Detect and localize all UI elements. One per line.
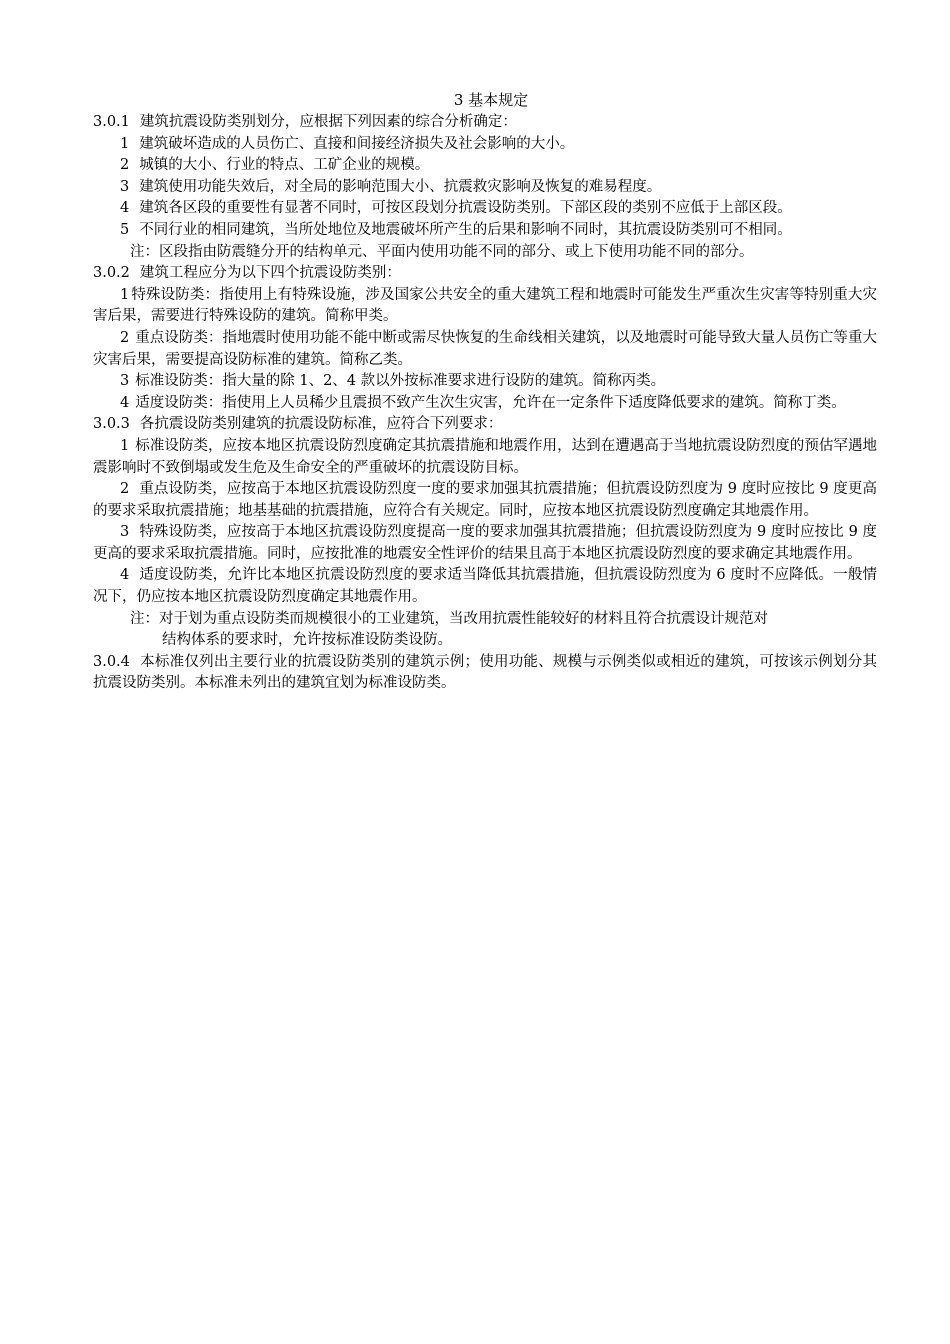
item-text: 适度设防类：指使用上人员稀少且震损不致产生次生灾害，允许在一定条件下适度降低要求的建筑。简称丁类。	[135, 394, 846, 411]
list-item	[93, 371, 877, 393]
list-item	[93, 220, 877, 242]
list-item	[93, 155, 877, 177]
item-number: 5	[120, 221, 130, 238]
clause-3-0-1	[93, 112, 877, 134]
item-number: 4	[120, 200, 130, 217]
item-text: 建筑各区段的重要性有显著不同时，可按区段划分抗震设防类别。下部区段的类别不应低于上部区段。	[139, 200, 792, 217]
item-text: 建筑使用功能失效后，对全局的影响范围大小、抗震救灾影响及恢复的难易程度。	[139, 178, 662, 195]
item-text: 标准设防类：指大量的除 1、2、4 款以外按标准要求进行设防的建筑。简称丙类。	[135, 373, 666, 390]
section-title: 3 基本规定	[453, 91, 529, 109]
item-text: 重点设防类，应按高于本地区抗震设防烈度一度的要求加强其抗震措施；但抗震设防烈度为 9 度时应按比 9 度更高的要求采取抗震措施；地基基础的抗震措施，应符合有关规定。同时，应按本地区抗震设防烈度确定其地震作用。	[93, 481, 877, 519]
item-number: 3	[120, 524, 130, 541]
list-item	[93, 328, 877, 371]
list-item	[93, 479, 877, 522]
item-number: 1	[120, 286, 130, 303]
item-text: 特殊设防类：指使用上有特殊设施，涉及国家公共安全的重大建筑工程和地震时可能发生严重次生灾害等特别重大灾害后果，需要进行特殊设防的建筑。简称甲类。	[93, 286, 877, 325]
list-item	[93, 565, 877, 608]
item-number: 2	[120, 329, 130, 346]
item-text: 建筑破坏造成的人员伤亡、直接和间接经济损失及社会影响的大小。	[139, 135, 575, 152]
clause-number: 3.0.2	[93, 265, 130, 282]
clause-number: 3.0.3	[93, 416, 130, 433]
clause-text: 建筑工程应分为以下四个抗震设防类别：	[139, 265, 401, 282]
document-page	[93, 88, 877, 695]
item-number: 4	[120, 567, 130, 584]
item-text: 标准设防类，应按本地区抗震设防烈度确定其抗震措施和地震作用，达到在遭遇高于当地抗震设防烈度的预估罕遇地震影响时不致倒塌或发生危及生命安全的严重破坏的抗震设防目标。	[93, 437, 877, 476]
clause-number: 3.0.4	[93, 653, 130, 670]
list-item	[93, 177, 877, 199]
clause-text: 各抗震设防类别建筑的抗震设防标准，应符合下列要求：	[139, 416, 503, 433]
item-text: 城镇的大小、行业的特点、工矿企业的规模。	[139, 157, 430, 174]
list-item	[93, 436, 877, 479]
list-item	[93, 285, 877, 328]
item-number: 1	[120, 135, 130, 152]
item-text: 特殊设防类，应按高于本地区抗震设防烈度提高一度的要求加强其抗震措施；但抗震设防烈度为 9 度时应按比 9 度更高的要求采取抗震措施。同时，应按批准的地震安全性评价的结果且高于本地区抗震设防烈度的要求确定其地震作用。	[93, 524, 877, 562]
item-number: 2	[120, 157, 130, 174]
list-item	[93, 393, 877, 415]
list-item	[93, 134, 877, 156]
clause-note: 注：区段指由防震缝分开的结构单元、平面内使用功能不同的部分、或上下使用功能不同的部分。	[130, 243, 754, 260]
clause-3-0-4	[93, 652, 877, 695]
item-text: 重点设防类：指地震时使用功能不能中断或需尽快恢复的生命线相关建筑，以及地震时可能导致大量人员伤亡等重大灾害后果，需要提高设防标准的建筑。简称乙类。	[93, 329, 877, 368]
list-item	[93, 522, 877, 565]
clause-text: 本标准仅列出主要行业的抗震设防类别的建筑示例；使用功能、规模与示例类似或相近的建筑，可按该示例划分其抗震设防类别。本标准未列出的建筑宜划为标准设防类。	[93, 653, 877, 692]
item-text: 适度设防类，允许比本地区抗震设防烈度的要求适当降低其抗震措施，但抗震设防烈度为 6 度时不应降低。一般情况下，仍应按本地区抗震设防烈度确定其地震作用。	[93, 567, 877, 606]
item-number: 3	[120, 373, 130, 390]
clause-3-0-3	[93, 414, 877, 436]
item-text: 不同行业的相同建筑，当所处地位及地震破坏所产生的后果和影响不同时，其抗震设防类别可不相同。	[139, 221, 792, 238]
item-number: 1	[120, 437, 130, 454]
clause-note-continuation: 结构体系的要求时，允许按标准设防类设防。	[162, 632, 452, 649]
clause-text: 建筑抗震设防类别划分，应根据下列因素的综合分析确定：	[139, 114, 517, 130]
item-number: 3	[120, 178, 130, 195]
list-item	[93, 198, 877, 220]
clause-note: 注：对于划为重点设防类而规模很小的工业建筑，当改用抗震性能较好的材料且符合抗震设计规范对	[130, 610, 768, 627]
clause-3-0-2	[93, 263, 877, 285]
item-number: 2	[120, 481, 130, 498]
clause-number: 3.0.1	[93, 114, 130, 130]
item-number: 4	[120, 394, 130, 411]
